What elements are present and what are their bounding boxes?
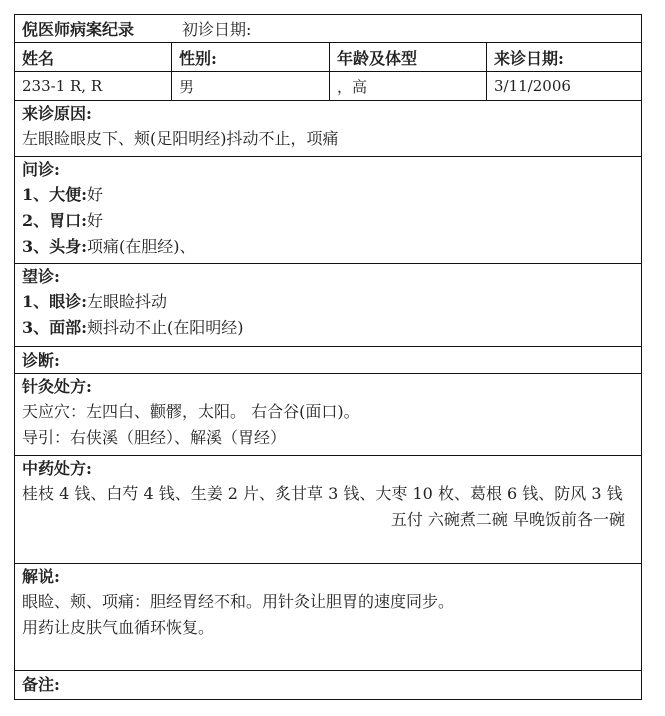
- looking-item: [22, 315, 633, 341]
- name-header: 姓名: [15, 43, 172, 71]
- acupuncture-section: [15, 374, 641, 456]
- explanation-section: [15, 564, 641, 671]
- patient-header-row: [15, 43, 641, 72]
- inquiry-value: 好: [87, 185, 104, 204]
- name-value: 233-1 R, R: [15, 72, 172, 100]
- first-visit-date-label: 初诊日期:: [182, 20, 252, 39]
- age-build-value: ，高: [330, 72, 487, 100]
- inquiry-item: [22, 182, 633, 208]
- visit-date-header: 来诊日期:: [494, 48, 564, 68]
- record-title: 倪医师病案纪录: [22, 20, 135, 39]
- reason-section: [15, 101, 641, 157]
- reason-label: 来诊原因:: [22, 104, 92, 123]
- reason-text: 左眼睑眼皮下、颊(足阳明经)抖动不止，项痛: [22, 129, 339, 148]
- looking-section: [15, 264, 641, 347]
- inquiry-key: 1、大便:: [22, 185, 88, 204]
- herbal-formula: 桂枝 4 钱、白芍 4 钱、生姜 2 片、炙甘草 3 钱、大枣 10 枚、葛根 6 钱、防风 3 钱: [22, 484, 623, 503]
- gender-value: 男: [172, 72, 330, 100]
- record-table: [14, 14, 642, 700]
- inquiry-key: 3、头身:: [22, 237, 88, 256]
- looking-key: 1、眼诊:: [22, 292, 88, 311]
- acupuncture-label: 针灸处方:: [22, 377, 92, 396]
- herbal-section: [15, 456, 641, 564]
- diagnosis-section: [15, 347, 641, 374]
- inquiry-section: [15, 157, 641, 264]
- acupuncture-line: 天应穴：左四白、颧髎，太阳。 右合谷(面口)。: [22, 402, 360, 421]
- explanation-label: 解说:: [22, 567, 60, 586]
- looking-key: 3、面部:: [22, 318, 88, 337]
- herbal-label: 中药处方:: [22, 459, 92, 478]
- looking-value: 颊抖动不止(在阳明经): [87, 318, 244, 337]
- inquiry-item: [22, 208, 633, 234]
- gender-header: 性别:: [172, 43, 330, 71]
- diagnosis-label: 诊断:: [22, 351, 60, 370]
- explanation-line: 眼睑、颊、项痛：胆经胃经不和。用针灸让胆胃的速度同步。: [22, 592, 455, 611]
- inquiry-label: 问诊:: [22, 160, 60, 179]
- inquiry-value: 好: [87, 211, 104, 230]
- acupuncture-line: 导引：右侠溪（胆经）、解溪（胃经）: [22, 428, 287, 447]
- note-section: [15, 671, 641, 699]
- age-build-header: 年龄及体型: [330, 43, 487, 71]
- inquiry-item: [22, 234, 633, 260]
- looking-item: [22, 289, 633, 315]
- inquiry-value: 项痛(在胆经)、: [87, 237, 196, 256]
- looking-label: 望诊:: [22, 267, 60, 286]
- explanation-line: 用药让皮肤气血循环恢复。: [22, 618, 215, 637]
- note-label: 备注:: [22, 675, 60, 694]
- herbal-dosage: 五付 六碗煮二碗 早晚饭前各一碗: [390, 510, 625, 529]
- title-row: [15, 15, 641, 43]
- looking-value: 左眼睑抖动: [87, 292, 168, 311]
- visit-date-value: 3/11/2006: [494, 77, 571, 95]
- patient-value-row: [15, 72, 641, 101]
- inquiry-key: 2、胃口:: [22, 211, 88, 230]
